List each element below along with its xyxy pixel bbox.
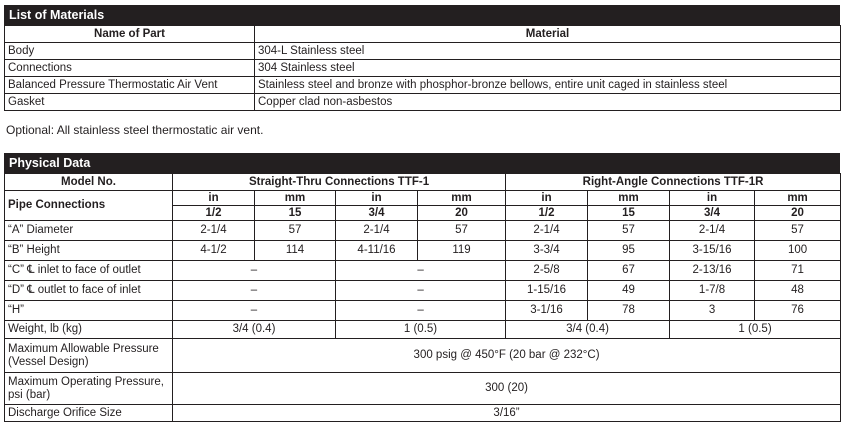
size-cell: 1/2: [173, 206, 255, 221]
pipe-connections-label: Pipe Connections: [5, 191, 173, 221]
max-operating-pressure-row: [5, 373, 841, 405]
size-cell: 3/4: [336, 206, 418, 221]
value-cell: 2-1/4: [670, 221, 755, 241]
value-cell: 2-1/4: [336, 221, 418, 241]
value-cell: 1-15/16: [506, 281, 588, 301]
value-cell: 57: [755, 221, 841, 241]
size-cell: 1/2: [506, 206, 588, 221]
table-row: [5, 301, 841, 321]
unit-cell: in: [670, 191, 755, 206]
row-label: “D” ℄ outlet to face of inlet: [5, 281, 173, 301]
table-header-row: [5, 26, 841, 43]
row-label: “C” ℄ inlet to face of outlet: [5, 261, 173, 281]
unit-cell: mm: [255, 191, 336, 206]
part-name: Gasket: [5, 94, 255, 111]
label-line: Maximum Allowable Pressure: [8, 342, 159, 355]
max-operating-pressure-value: 300 (20): [173, 373, 841, 405]
value-cell: 2-13/16: [670, 261, 755, 281]
value-cell: 57: [418, 221, 506, 241]
max-allowable-pressure-row: [5, 339, 841, 373]
size-cell: 20: [418, 206, 506, 221]
optional-note: Optional: All stainless steel thermostatic air vent.: [6, 123, 264, 137]
value-cell: 48: [755, 281, 841, 301]
straight-thru-header: Straight-Thru Connections TTF-1: [173, 174, 506, 191]
not-applicable-cell: –: [336, 281, 506, 301]
weight-row: [5, 321, 841, 339]
unit-cell: in: [506, 191, 588, 206]
table-row: [5, 281, 841, 301]
size-cell: 15: [255, 206, 336, 221]
value-cell: 4-1/2: [173, 241, 255, 261]
part-name: Balanced Pressure Thermostatic Air Vent: [5, 77, 255, 94]
column-header-name-of-part: Name of Part: [5, 26, 255, 43]
not-applicable-cell: –: [336, 301, 506, 321]
units-row: [5, 191, 841, 206]
value-cell: 76: [755, 301, 841, 321]
table-row: [5, 241, 841, 261]
part-name: Body: [5, 43, 255, 60]
size-cell: 15: [588, 206, 670, 221]
not-applicable-cell: –: [173, 281, 336, 301]
value-cell: 2-5/8: [506, 261, 588, 281]
physical-title: Physical Data: [4, 153, 840, 173]
row-label: Weight, lb (kg): [5, 321, 173, 339]
column-header-material: Material: [255, 26, 841, 43]
value-cell: 57: [255, 221, 336, 241]
value-cell: 78: [588, 301, 670, 321]
max-allowable-pressure-value: 300 psig @ 450°F (20 bar @ 232°C): [173, 339, 841, 373]
weight-cell: 3/4 (0.4): [506, 321, 670, 339]
group-header-row: [5, 174, 841, 191]
row-label: “A” Diameter: [5, 221, 173, 241]
size-cell: 3/4: [670, 206, 755, 221]
value-cell: 2-1/4: [506, 221, 588, 241]
part-name: Connections: [5, 60, 255, 77]
value-cell: 119: [418, 241, 506, 261]
value-cell: 3-1/16: [506, 301, 588, 321]
table-row: [5, 261, 841, 281]
unit-cell: mm: [588, 191, 670, 206]
value-cell: 3: [670, 301, 755, 321]
orifice-value: 3/16”: [173, 405, 841, 422]
not-applicable-cell: –: [336, 261, 506, 281]
weight-cell: 1 (0.5): [670, 321, 841, 339]
model-no-label: Model No.: [5, 174, 173, 191]
value-cell: 2-1/4: [173, 221, 255, 241]
weight-cell: 3/4 (0.4): [173, 321, 336, 339]
row-label: “B” Height: [5, 241, 173, 261]
table-row: [5, 60, 841, 77]
part-material: Stainless steel and bronze with phosphor-bronze bellows, entire unit caged in stainless steel: [255, 77, 841, 94]
materials-table: [4, 25, 841, 111]
orifice-row: [5, 405, 841, 422]
table-row: [5, 221, 841, 241]
unit-cell: in: [173, 191, 255, 206]
row-label: Discharge Orifice Size: [5, 405, 173, 422]
size-cell: 20: [755, 206, 841, 221]
value-cell: 49: [588, 281, 670, 301]
not-applicable-cell: –: [173, 261, 336, 281]
value-cell: 71: [755, 261, 841, 281]
label-line: psi (bar): [8, 388, 51, 401]
part-material: Copper clad non-asbestos: [255, 94, 841, 111]
physical-data-table: [4, 173, 841, 422]
row-label: [5, 373, 173, 405]
row-label: [5, 339, 173, 373]
value-cell: 3-3/4: [506, 241, 588, 261]
table-row: [5, 94, 841, 111]
value-cell: 3-15/16: [670, 241, 755, 261]
part-material: 304-L Stainless steel: [255, 43, 841, 60]
unit-cell: mm: [418, 191, 506, 206]
table-row: [5, 43, 841, 60]
part-material: 304 Stainless steel: [255, 60, 841, 77]
value-cell: 95: [588, 241, 670, 261]
label-line: (Vessel Design): [8, 355, 89, 368]
right-angle-header: Right-Angle Connections TTF-1R: [506, 174, 841, 191]
not-applicable-cell: –: [173, 301, 336, 321]
value-cell: 4-11/16: [336, 241, 418, 261]
table-row: [5, 77, 841, 94]
label-line: Maximum Operating Pressure,: [8, 375, 164, 388]
value-cell: 67: [588, 261, 670, 281]
value-cell: 57: [588, 221, 670, 241]
row-label: “H”: [5, 301, 173, 321]
value-cell: 100: [755, 241, 841, 261]
materials-title: List of Materials: [4, 5, 840, 25]
value-cell: 114: [255, 241, 336, 261]
value-cell: 1-7/8: [670, 281, 755, 301]
unit-cell: in: [336, 191, 418, 206]
weight-cell: 1 (0.5): [336, 321, 506, 339]
unit-cell: mm: [755, 191, 841, 206]
